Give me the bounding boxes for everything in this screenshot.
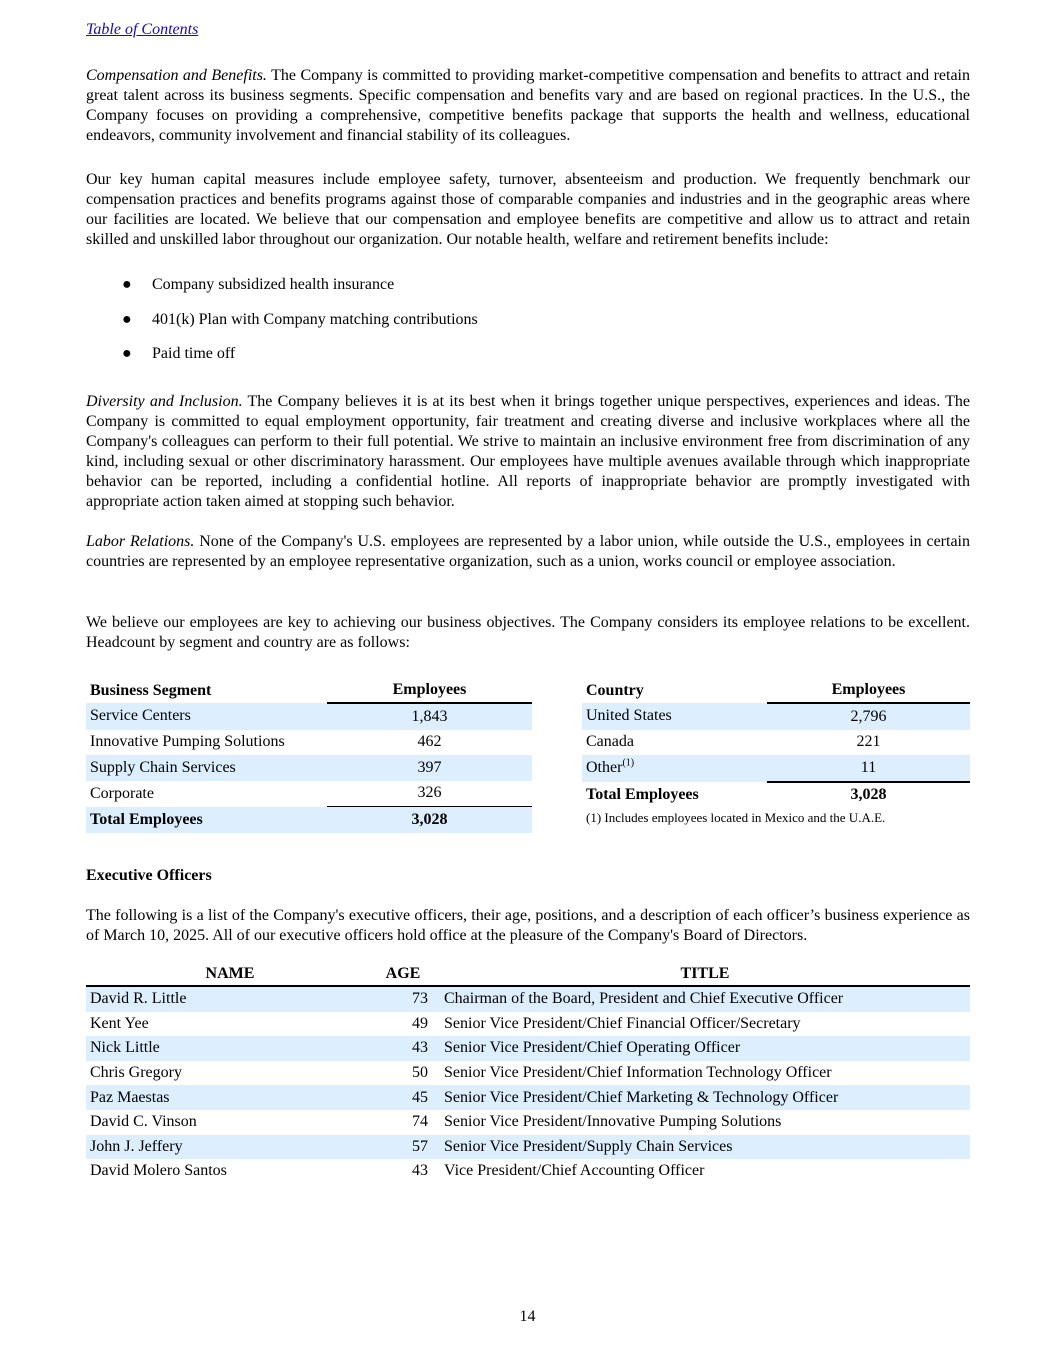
benefit-text: 401(k) Plan with Company matching contributions	[152, 310, 478, 328]
page-number: 14	[519, 1308, 536, 1325]
table-row	[86, 1012, 970, 1037]
segment-name: Innovative Pumping Solutions	[90, 733, 285, 751]
labor-text: None of the Company's U.S. employees are represented by a labor union, while outside the U.S., employees in certain countries are represented by an employee representative organization, such as a union, works council or employee association.	[86, 533, 971, 570]
officer-name: Paz Maestas	[90, 1088, 170, 1106]
officer-title: Senior Vice President/Chief Financial Officer/Secretary	[444, 1014, 801, 1032]
diversity-paragraph	[86, 392, 970, 512]
table-row	[86, 781, 532, 807]
officer-name: Chris Gregory	[90, 1064, 182, 1082]
table-row	[86, 1135, 970, 1160]
officer-age: 50	[412, 1064, 428, 1082]
segment-name: Supply Chain Services	[90, 758, 236, 776]
labor-paragraph	[86, 532, 970, 572]
officer-name: Nick Little	[90, 1039, 160, 1057]
table-row	[582, 730, 970, 756]
bullet-icon: ●	[122, 345, 132, 362]
table-row	[86, 1159, 970, 1184]
segment-name: Corporate	[90, 784, 154, 802]
executive-officers-heading: Executive Officers	[86, 867, 212, 884]
list-item	[86, 310, 970, 345]
officer-age: 73	[412, 990, 428, 1008]
total-label: Total Employees	[90, 810, 203, 828]
table-row	[582, 703, 970, 730]
human-capital-paragraph: Our key human capital measures include employee safety, turnover, absenteeism and production. We frequently benchmark our compensation practices and benefits programs against those of comparable companies and industries and in the geographic areas where our facilities are located. We believe that our compensation and employee benefits are competitive and allow us to attract and retain skilled and unskilled labor throughout our organization. Our notable health, welfare and retirement benefits include:	[86, 171, 970, 248]
country-name: Canada	[586, 733, 634, 751]
officer-age: 43	[412, 1162, 428, 1180]
column-header: Business Segment	[90, 681, 212, 699]
country-count: 11	[767, 755, 970, 782]
officer-age: 57	[412, 1137, 428, 1155]
executive-officers-table	[86, 963, 970, 1184]
bullet-icon: ●	[122, 310, 132, 328]
country-footnote: (1) Includes employees located in Mexico and the U.A.E.	[586, 810, 886, 825]
officer-age: 49	[412, 1014, 428, 1032]
segment-count: 1,843	[411, 707, 448, 725]
officer-age: 74	[412, 1113, 428, 1131]
executive-intro-paragraph: The following is a list of the Company's executive officers, their age, positions, and a description of each officer’s business experience as of March 10, 2025. All of our executive officers hold office at the pleasure of the Company's Board of Directors.	[86, 907, 970, 944]
officer-title: Vice President/Chief Accounting Officer	[444, 1162, 705, 1180]
country-headcount-table	[582, 678, 970, 808]
officer-name: David R. Little	[90, 990, 187, 1008]
list-item	[86, 275, 970, 310]
country-name: United States	[586, 707, 672, 725]
benefit-text: Paid time off	[152, 345, 236, 362]
officer-age: 45	[412, 1088, 428, 1106]
table-row	[86, 1061, 970, 1086]
total-count: 3,028	[850, 786, 887, 804]
table-row	[86, 1085, 970, 1110]
officer-age: 43	[412, 1039, 428, 1057]
officer-name: David C. Vinson	[90, 1113, 197, 1131]
column-header: Employees	[327, 678, 532, 703]
table-row	[86, 703, 532, 730]
total-label: Total Employees	[586, 785, 699, 803]
officer-name: Kent Yee	[90, 1014, 149, 1032]
country-name	[582, 755, 767, 782]
table-row	[86, 755, 532, 781]
table-row	[86, 1110, 970, 1135]
compensation-paragraph	[86, 66, 970, 146]
country-count: 221	[856, 733, 881, 751]
officer-name: David Molero Santos	[90, 1162, 227, 1180]
column-header: Employees	[767, 678, 970, 703]
officer-title: Senior Vice President/Innovative Pumping Solutions	[444, 1113, 782, 1131]
segment-headcount-table	[86, 678, 532, 833]
footnote-marker: (1)	[622, 757, 635, 769]
officer-title: Chairman of the Board, President and Chief Executive Officer	[444, 990, 844, 1008]
labor-lead: Labor Relations.	[86, 533, 195, 550]
officer-name: John J. Jeffery	[90, 1137, 183, 1155]
total-row	[86, 807, 532, 833]
diversity-lead: Diversity and Inclusion.	[86, 393, 243, 410]
table-row	[582, 755, 970, 782]
bullet-icon: ●	[122, 276, 132, 293]
benefits-list	[86, 275, 970, 379]
table-of-contents-link[interactable]: Table of Contents	[86, 21, 199, 38]
table-row	[86, 986, 970, 1012]
column-header: AGE	[374, 963, 438, 986]
column-header: TITLE	[438, 963, 970, 986]
column-header: Country	[586, 681, 644, 699]
column-header: NAME	[86, 963, 374, 986]
diversity-text: The Company believes it is at its best when it brings together unique perspectives, experiences and ideas. The Company is committed to equal employment opportunity, fair treatment and creating diverse and inclusive workplaces where all the Company's colleagues can perform to their full potential. We strive to maintain an inclusive environment free from discrimination of any kind, including sexual or other discriminatory harassment. Our employees have multiple avenues available through which inappropriate behavior can be reported, including a confidential hotline. All reports of inappropriate behavior are promptly investigated with appropriate action taken aimed at stopping such behavior.	[86, 393, 970, 510]
total-count: 3,028	[411, 810, 448, 828]
officer-title: Senior Vice President/Supply Chain Services	[444, 1137, 733, 1155]
country-count: 2,796	[850, 707, 887, 725]
list-item	[86, 344, 970, 379]
country-other-label: Other	[586, 759, 623, 777]
headcount-intro-paragraph: We believe our employees are key to achieving our business objectives. The Company considers its employee relations to be excellent. Headcount by segment and country are as follows:	[86, 614, 970, 651]
table-row	[86, 1036, 970, 1061]
compensation-text: The Company is committed to providing market-competitive compensation and benefits to attract and retain great talent across its business segments. Specific compensation and benefits vary and are based on regional practices. In the U.S., the Company focuses on providing a comprehensive, competitive benefits package that supports the health and wellness, educational endeavors, community involvement and financial stability of its colleagues.	[86, 67, 971, 144]
officer-title: Senior Vice President/Chief Operating Officer	[444, 1039, 741, 1057]
segment-count: 397	[417, 758, 442, 776]
segment-count: 326	[327, 781, 532, 807]
compensation-lead: Compensation and Benefits.	[86, 67, 267, 84]
segment-count: 462	[417, 733, 442, 751]
table-row	[86, 730, 532, 756]
total-row	[582, 782, 970, 809]
benefit-text: Company subsidized health insurance	[152, 276, 395, 293]
officer-title: Senior Vice President/Chief Marketing & Technology Officer	[444, 1088, 839, 1106]
officer-title: Senior Vice President/Chief Information Technology Officer	[444, 1064, 832, 1082]
segment-name: Service Centers	[90, 707, 191, 725]
